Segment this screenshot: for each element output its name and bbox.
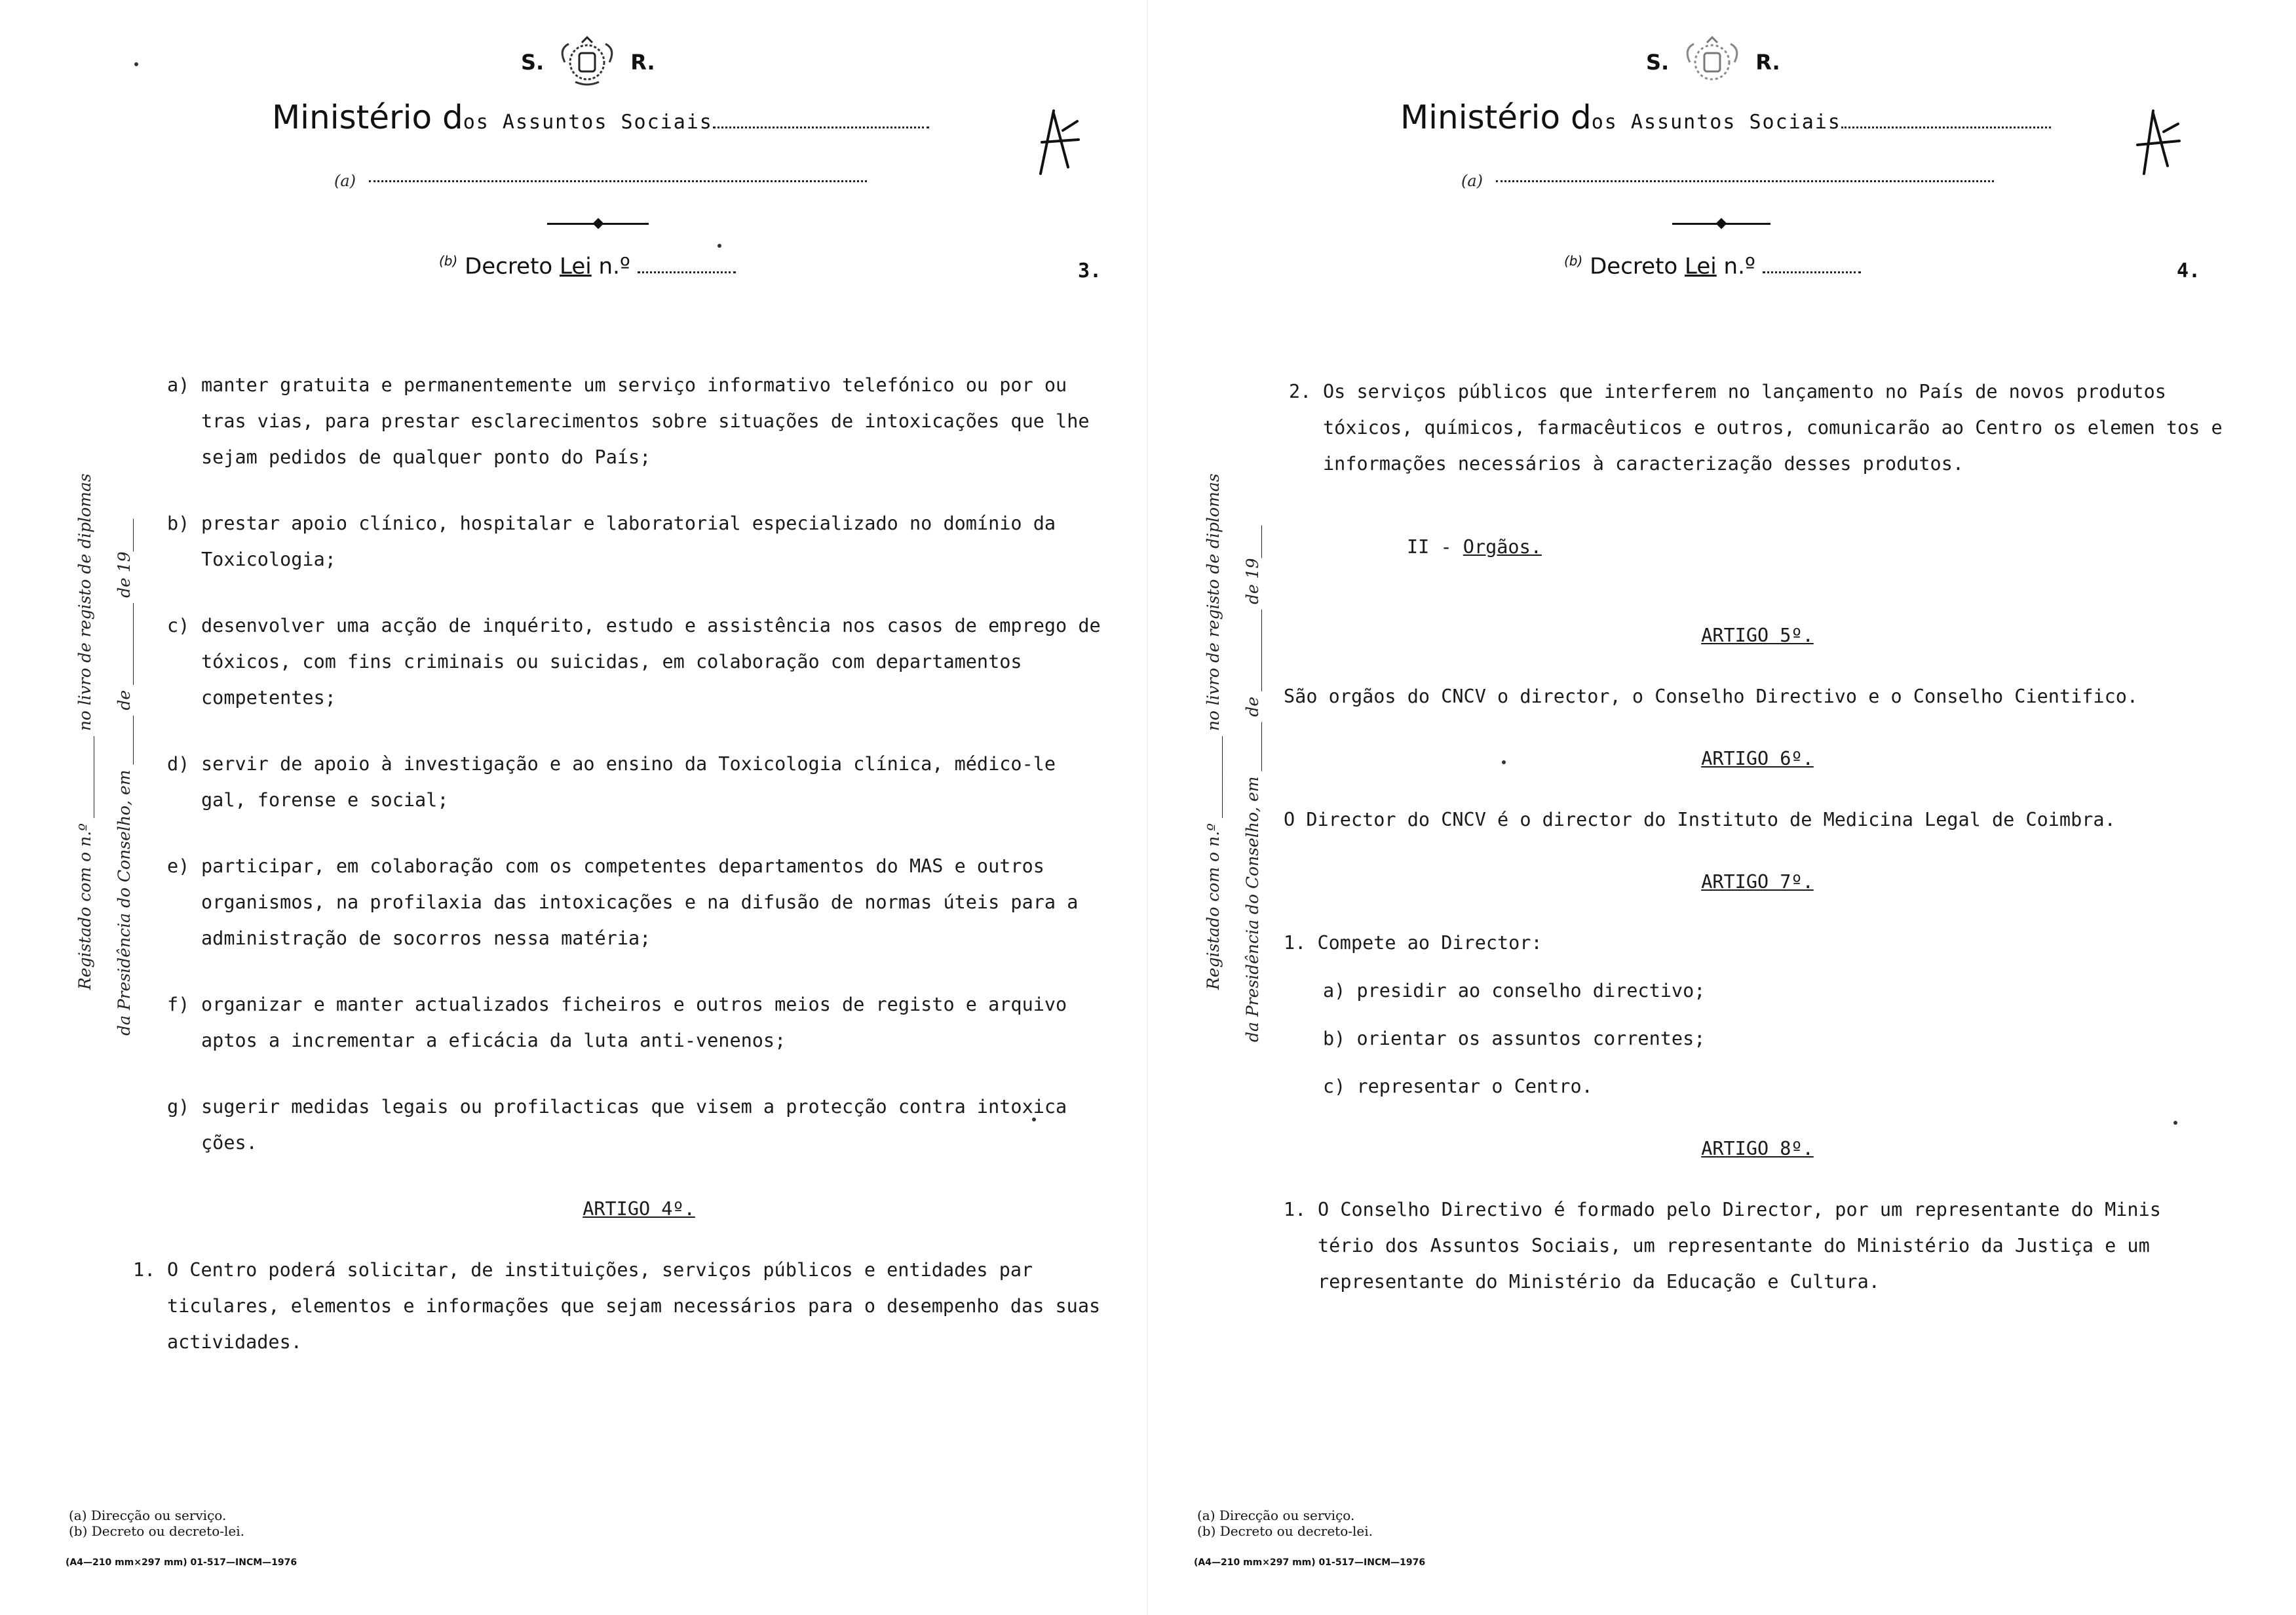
list-item — [167, 1089, 1111, 1161]
footnotes — [1197, 1508, 1373, 1539]
dotted-line — [1763, 271, 1861, 273]
item-text: manter gratuita e permanentemente um serviço informativo telefónico ou por ou tras vias, para prestar esclarecimentos sobre situações de intoxicações que lhe sejam pedidos de qualquer ponto do País; — [201, 374, 1090, 468]
page-number: 4. — [2177, 260, 2201, 282]
form-code: (A4—210 mm×297 mm) 01-517—INCM—1976 — [66, 1557, 297, 1568]
article-heading: ARTIGO 5º. — [1701, 625, 1814, 646]
ministry-prefix: Ministério d — [272, 98, 463, 136]
registry-note-line2: da Presidência do Conselho, em ______ de __________ de 19____ — [115, 518, 134, 1036]
footnote-b-marker: (b) — [1564, 253, 1583, 269]
item-marker: g) — [167, 1096, 190, 1118]
list-item — [167, 367, 1111, 475]
paper-speck — [1502, 760, 1506, 764]
article-heading: ARTIGO 6º. — [1701, 748, 1814, 769]
item-text: organizar e manter actualizados ficheiros e outros meios de registo e arquivo aptos a incrementar a eficácia da luta anti-venenos; — [201, 994, 1067, 1051]
footnote-a-marker: (a) — [1461, 172, 1483, 190]
item-text: O Centro poderá solicitar, de instituições, serviços públicos e entidades par ticulares, elementos e informações que sejam necessários para o desempenho das suas actividades. — [167, 1259, 1101, 1353]
article-lead: 1. Compete ao Director: — [1284, 932, 1542, 954]
ministry-heading — [272, 98, 929, 136]
list-item — [167, 986, 1111, 1059]
paper-speck — [718, 244, 721, 248]
registry-note-line2: da Presidência do Conselho, em ______ de __________ de 19____ — [1243, 525, 1262, 1042]
decree-line — [439, 253, 736, 279]
seal-r-label: R. — [1755, 50, 1780, 75]
article-heading: ARTIGO 4º. — [583, 1198, 695, 1220]
form-code: (A4—210 mm×297 mm) 01-517—INCM—1976 — [1194, 1557, 1426, 1568]
article-heading: ARTIGO 7º. — [1701, 871, 1814, 893]
paper-speck — [134, 62, 138, 66]
decree-number-label: n.º — [1716, 253, 1755, 280]
decree-label: Decreto — [465, 253, 560, 280]
item-marker: 1. — [1284, 1199, 1307, 1220]
footnote-b: (b) Decreto ou decreto-lei. — [69, 1523, 245, 1539]
section-number: II - — [1407, 536, 1463, 558]
list-item — [167, 608, 1111, 716]
ministry-name: os Assuntos Sociais — [1591, 111, 1841, 134]
ministry-heading — [1400, 98, 2051, 136]
footnote-b-marker: (b) — [439, 253, 458, 269]
item-marker: f) — [167, 994, 190, 1015]
ministry-prefix: Ministério d — [1400, 98, 1592, 136]
footnote-b: (b) Decreto ou decreto-lei. — [1197, 1523, 1373, 1539]
seal-s-label: S. — [1646, 50, 1670, 75]
item-text: O Conselho Directivo é formado pelo Director, por um representante do Minis tério dos Assuntos Sociais, um representante do Ministério da Justiça e um representante do Ministério da Educação e Cultura. — [1318, 1199, 2161, 1293]
page-number: 3. — [1078, 260, 1102, 282]
service-line — [334, 172, 867, 190]
paper-speck — [1032, 1118, 1036, 1121]
dotted-line — [1496, 180, 1994, 182]
article-heading: ARTIGO 8º. — [1701, 1138, 1814, 1159]
footnotes — [69, 1508, 244, 1539]
dotted-line — [713, 126, 929, 128]
section-title: Orgãos. — [1463, 536, 1542, 558]
document-page-4 — [1148, 0, 2296, 1615]
item-marker: d) — [167, 753, 190, 775]
list-item: c) representar o Centro. — [1323, 1076, 1593, 1097]
list-item: b) orientar os assuntos correntes; — [1323, 1028, 1706, 1049]
item-marker: b) — [167, 513, 190, 534]
list-item: a) presidir ao conselho directivo; — [1323, 980, 1706, 1002]
item-text: sugerir medidas legais ou profilacticas que visem a protecção contra intoxica ções. — [201, 1096, 1067, 1154]
footnote-a: (a) Direcção ou serviço. — [69, 1508, 227, 1523]
item-marker: a) — [167, 374, 190, 396]
list-item — [167, 746, 1111, 818]
item-marker: c) — [167, 615, 190, 636]
item-text: Os serviços públicos que interferem no lançamento no País de novos produtos tóxicos, químicos, farmacêuticos e outros, comunicarão ao Centro os elemen tos e informações necessários à caracterização desses produtos. — [1323, 381, 2223, 475]
registry-note-line1: Registado com o n.º __________ no livro de registo de diplomas — [75, 473, 94, 990]
dotted-line — [638, 271, 736, 273]
divider — [547, 223, 649, 225]
footnote-a: (a) Direcção ou serviço. — [1197, 1508, 1355, 1523]
article-text: São orgãos do CNCV o director, o Conselho Directivo e o Conselho Cientifico. — [1284, 686, 2139, 707]
decree-line — [1564, 253, 1861, 279]
item-text: servir de apoio à investigação e ao ensino da Toxicologia clínica, médico-le gal, forense e social; — [201, 753, 1056, 811]
coat-of-arms-icon — [556, 36, 619, 88]
service-line — [1461, 172, 1994, 190]
paper-speck — [2173, 1121, 2177, 1125]
footnote-a-marker: (a) — [334, 172, 356, 190]
list-item — [167, 848, 1111, 956]
letterhead-seal — [1646, 36, 2039, 88]
list-item — [1284, 1192, 2226, 1300]
decree-label: Decreto — [1590, 253, 1685, 280]
item-marker: e) — [167, 855, 190, 877]
seal-r-label: R. — [630, 50, 655, 75]
item-text: participar, em colaboração com os competentes departamentos do MAS e outros organismos, na profilaxia das intoxicações e na difusão de normas úteis para a administração de socorros nessa matéria; — [201, 855, 1079, 949]
item-text: desenvolver uma acção de inquérito, estudo e assistência nos casos de emprego de tóxicos, com fins criminais ou suicidas, em colaboração com departamentos competentes; — [201, 615, 1101, 709]
document-body — [133, 367, 1111, 1390]
letterhead-seal — [521, 36, 914, 88]
coat-of-arms-icon — [1681, 36, 1744, 88]
dotted-line — [369, 180, 867, 182]
star-mark-icon — [1022, 108, 1081, 180]
divider — [1672, 223, 1770, 225]
item-marker: 1. — [133, 1259, 156, 1281]
decree-number-label: n.º — [591, 253, 630, 280]
list-item — [167, 505, 1111, 577]
registry-note-line1: Registado com o n.º __________ no livro de registo de diplomas — [1204, 473, 1223, 990]
decree-type: Lei — [560, 253, 592, 280]
dotted-line — [1841, 126, 2051, 128]
item-marker: 2. — [1289, 381, 1312, 402]
list-item — [133, 1252, 1111, 1360]
item-text: prestar apoio clínico, hospitalar e laboratorial especializado no domínio da Toxicologia; — [201, 513, 1056, 570]
section-heading — [1407, 529, 2226, 565]
ministry-name: os Assuntos Sociais — [463, 111, 713, 134]
list-item — [1289, 374, 2226, 482]
decree-type: Lei — [1685, 253, 1717, 280]
article-text: O Director do CNCV é o director do Instituto de Medicina Legal de Coimbra. — [1284, 809, 2116, 830]
seal-s-label: S. — [521, 50, 545, 75]
document-body — [1284, 374, 2226, 1330]
star-mark-icon — [2124, 108, 2183, 180]
